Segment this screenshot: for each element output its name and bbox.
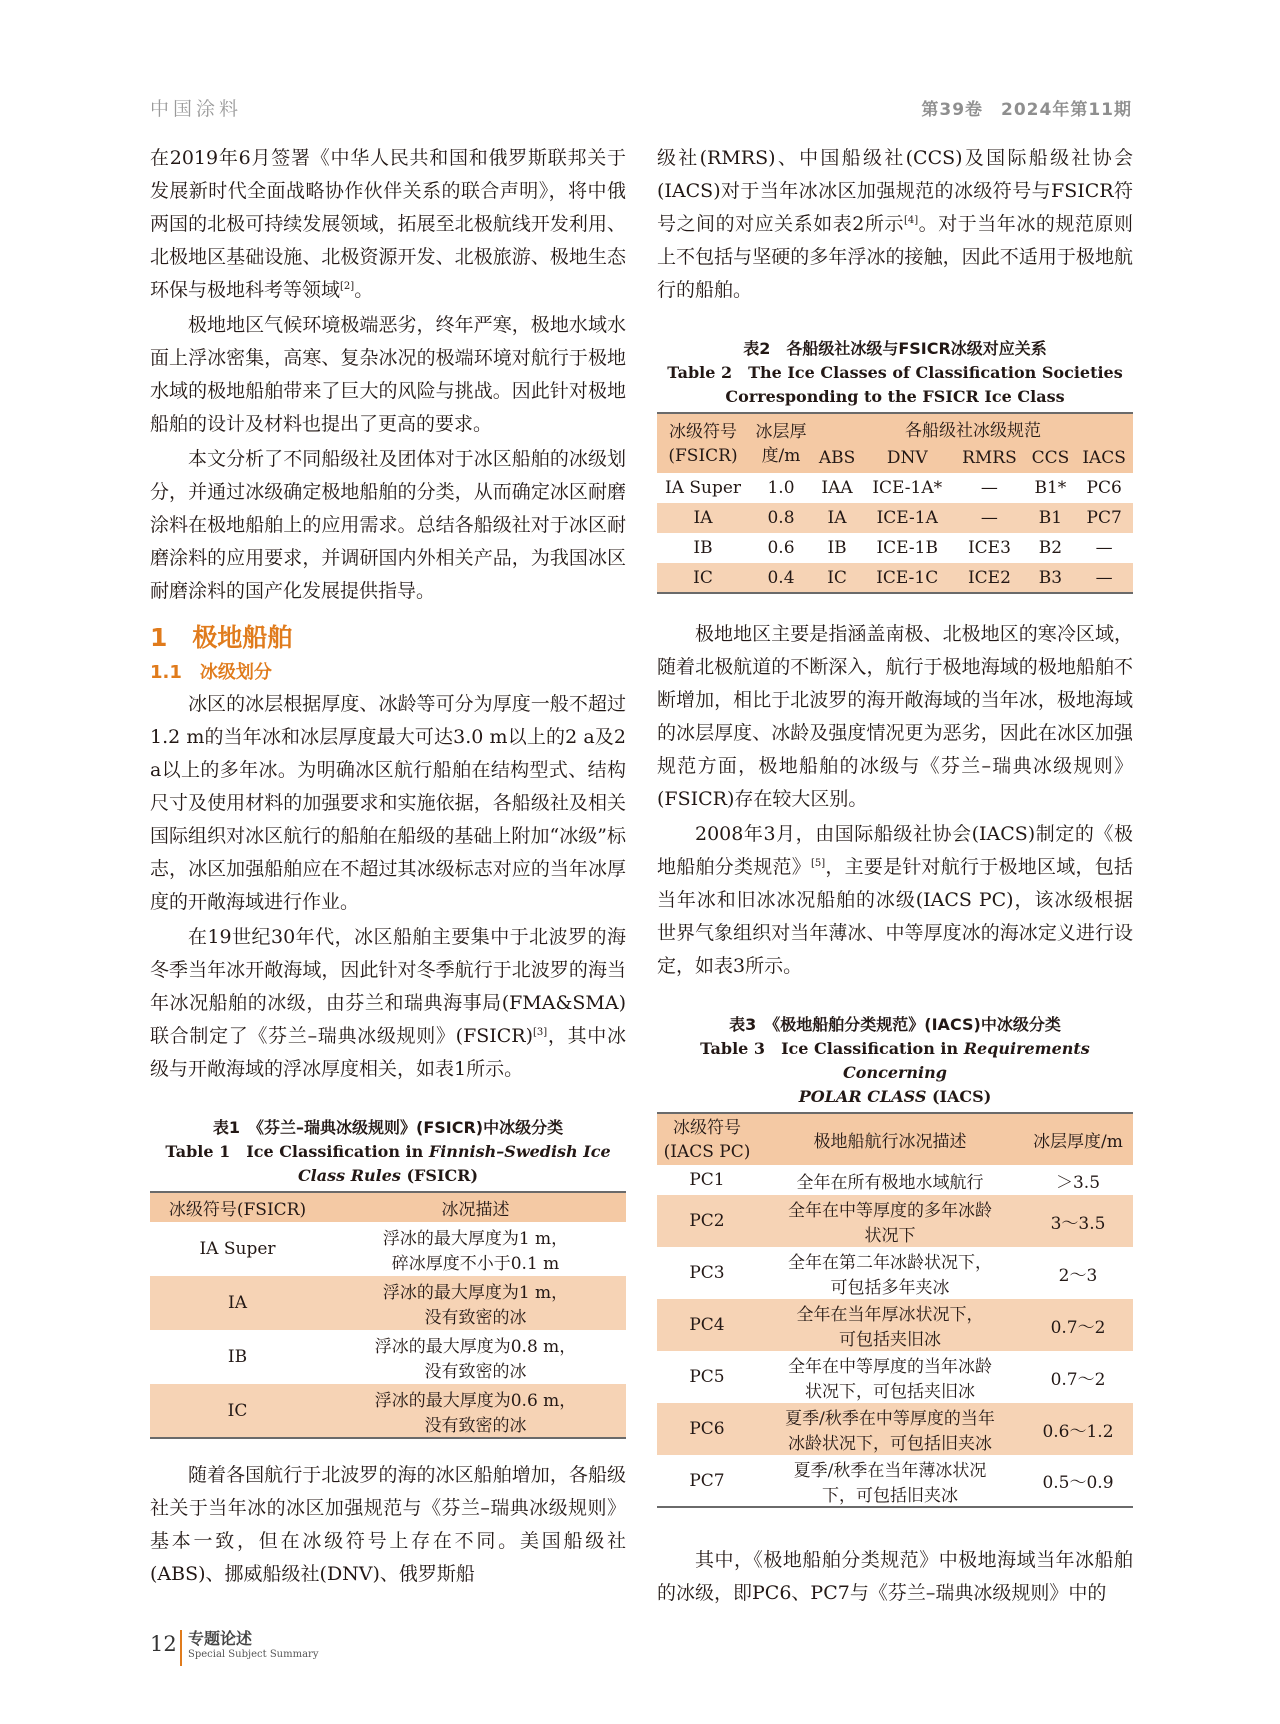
table-cell: 0.6～1.2 [1042,1421,1114,1442]
table-header-cell: CCS [1031,448,1070,468]
issue-info: 第39卷 2024年第11期 [921,100,1132,120]
table-cell: IC [827,567,847,588]
table-cell: ICE2 [967,567,1011,588]
paragraph: 极地地区气候环境极端恶劣，终年严寒，极地水域水面上浮冰密集，高寒、复杂冰况的极端环境对航行于极地水域的极地船舶带来了巨大的风险与挑战。因此针对极地船舶的设计及材料也提出了更高的要求。 [150,314,626,435]
paragraph: 在2019年6月签署《中华人民共和国和俄罗斯联邦关于发展新时代全面战略协作伙伴关系的联合声明》，将中俄两国的北极可持续发展领域，拓展至北极航线开发利用、北极地区基础设施、北极资源开发、北极旅游、极地生态环保与极地科考等领域[2]。 [150,147,626,301]
table-cell: IA [693,508,713,528]
table-cell: 全年在当年厚冰状况下， 可包括夹旧冰 [796,1305,984,1350]
table-row [657,1299,1133,1351]
table-header-cell: 冰级符号(FSICR) [668,421,738,466]
table-cell: PC6 [689,1419,725,1439]
table-header-cell: DNV [886,448,928,468]
table-header-cell: 冰况描述 [441,1200,510,1220]
table-cell: 0.6 [767,538,795,558]
table-cell: 3～3.5 [1050,1213,1106,1234]
footer-section-title: 专题论述 [188,1629,253,1648]
table-caption-zh: 表1 《芬兰–瑞典冰级规则》(FSICR)中冰级分类 [212,1118,564,1137]
table-caption-zh: 表2 各船级社冰级与FSICR冰级对应关系 [743,339,1047,358]
table-cell: — [980,508,998,528]
table-cell: 全年在中等厚度的多年冰龄 状况下 [788,1201,992,1246]
table-caption-en: Table 3 Ice Classification in Requirements Concerning [700,1039,1090,1082]
table-cell: B2 [1038,538,1063,558]
table-cell: 1.0 [767,478,795,498]
table-caption-en: Table 2 The Ice Classes of Classification Societies [667,363,1123,382]
table-cell: PC7 [1086,508,1122,528]
paragraph: 2008年3月，由国际船级社协会(IACS)制定的《极地船舶分类规范》[5]，主要是针对航行于极地区域，包括当年冰和旧冰冰况船舶的冰级(IACS PC)，该冰级根据世界气象组织对当年薄冰、中等厚度冰的海冰定义进行设定，如表3所示。 [657,823,1133,977]
table-cell: PC1 [689,1170,725,1190]
table-3 [657,1013,1133,1508]
table-caption-en: Corresponding to the FSICR Ice Class [725,387,1065,406]
paragraph: 其中，《极地船舶分类规范》中极地海域当年冰船舶的冰级，即PC6、PC7与《芬兰–瑞典冰级规则》中的 [657,1549,1133,1604]
table-row [657,1403,1133,1455]
table-row [657,503,1133,533]
table-row [657,563,1133,593]
page-number: 12 [150,1632,177,1656]
table-cell: PC5 [689,1367,725,1387]
table-cell: 全年在第二年冰龄状况下， 可包括多年夹冰 [788,1253,992,1298]
table-cell: 0.7～2 [1050,1317,1106,1338]
table-caption-zh: 表3 《极地船舶分类规范》(IACS)中冰级分类 [729,1015,1061,1034]
table-cell: PC4 [689,1315,725,1335]
table-cell: 浮冰的最大厚度为0.6 m， 没有致密的冰 [374,1390,577,1436]
table-cell: ICE-1A [876,508,938,528]
table-2 [657,337,1133,594]
table-header-cell: 极地船航行冰况描述 [813,1132,967,1152]
table-cell: B3 [1038,567,1063,588]
table-cell: IB [827,538,847,558]
table-cell: PC6 [1086,478,1122,498]
table-header-cell: 冰层厚度/m [755,421,807,466]
ice-class-table [150,1191,626,1439]
table-row [657,1195,1133,1247]
table-row [657,1351,1133,1403]
table-cell: 夏季/秋季在当年薄冰状况 下，可包括旧夹冰 [793,1460,987,1506]
paragraph: 级社(RMRS)、中国船级社(CCS)及国际船级社协会(IACS)对于当年冰冰区加强规范的冰级符号与FSICR符号之间的对应关系如表2所示[4]。对于当年冰的规范原则上不包括与坚硬的多年浮冰的接触，因此不适用于极地航行的船舶。 [657,147,1133,301]
table-cell: IC [227,1400,248,1421]
table-header-cell: IACS [1082,448,1126,468]
table-row [657,473,1133,503]
paragraph: 极地地区主要是指涵盖南极、北极地区的寒冷区域，随着北极航道的不断深入，航行于极地海域的极地船舶不断增加，相比于北波罗的海开敞海域的当年冰，极地海域的冰层厚度、冰龄及强度情况更为恶劣，因此在冰区加强规范方面，极地船舶的冰级与《芬兰–瑞典冰级规则》(FSICR)存在较大区别。 [657,623,1133,810]
table-row [657,1247,1133,1299]
table-cell: — [1095,538,1113,558]
footer-section-subtitle: Special Subject Summary [188,1649,319,1660]
table-cell: IA [827,508,847,528]
table-cell: PC7 [689,1470,725,1491]
table-cell: PC3 [689,1263,725,1283]
footer-divider [180,1630,182,1666]
table-cell: 2～3 [1058,1265,1098,1286]
section-heading: 1 极地船舶 [150,623,293,652]
table-cell: ICE-1B [876,538,938,558]
table-cell: 0.8 [767,508,795,528]
table-caption-en: Table 1 Ice Classification in Finnish–Swedish Ice Class Rules (FSICR) [165,1142,611,1185]
table-row [657,533,1133,563]
table-header-cell: RMRS [962,448,1017,468]
table-header-cell: 冰级符号(FSICR) [168,1200,307,1220]
table-cell: ICE3 [967,538,1011,558]
polar-class-table [657,1112,1133,1508]
table-cell: 浮冰的最大厚度为1 m， 没有致密的冰 [382,1283,569,1328]
table-cell: 0.4 [767,567,795,588]
table-1 [150,1116,626,1439]
table-cell: PC2 [689,1211,725,1231]
table-row [150,1384,626,1438]
table-cell: IA [228,1293,247,1313]
table-cell: 0.7～2 [1050,1369,1106,1390]
paragraph: 在19世纪30年代，冰区船舶主要集中于北波罗的海冬季当年冰开敞海域，因此针对冬季航行于北波罗的海当年冰况船舶的冰级，由芬兰和瑞典海事局(FMA&SMA)联合制定了《芬兰–瑞典冰级规则》(FSICR)[3]，其中冰级与开敞海域的浮冰厚度相关，如表1所示。 [150,926,626,1080]
table-row [150,1330,626,1384]
table-cell: 浮冰的最大厚度为1 m， 碎冰厚度不小于0.1 m [382,1229,569,1274]
table-cell: ICE-1A* [872,478,943,498]
paragraph: 随着各国航行于北波罗的海的冰区船舶增加，各船级社关于当年冰的冰区加强规范与《芬兰–瑞典冰级规则》基本一致，但在冰级符号上存在不同。美国船级社(ABS)、挪威船级社(DNV)、俄罗斯船 [150,1464,626,1585]
table-cell: IB [227,1347,248,1367]
table-row [657,1455,1133,1507]
table-cell: IB [693,538,713,558]
table-cell: 浮冰的最大厚度为0.8 m， 没有致密的冰 [374,1337,577,1382]
table-cell: 全年在中等厚度的当年冰龄 状况下，可包括夹旧冰 [788,1357,992,1402]
table-cell: — [980,478,998,498]
table-cell: 全年在所有极地水域航行 [796,1172,984,1193]
table-header-cell: 各船级社冰级规范 [905,421,1041,441]
table-cell: IA Super [199,1239,276,1259]
table-cell: ＞3.5 [1055,1172,1101,1193]
paragraph: 本文分析了不同船级社及团体对于冰区船舶的冰级划分，并通过冰级确定极地船舶的分类，从而确定冰区耐磨涂料在极地船舶上的应用需求。总结各船级社对于冰区耐磨涂料的应用要求，并调研国内外相关产品，为我国冰区耐磨涂料的国产化发展提供指导。 [150,448,626,602]
table-cell: B1* [1034,478,1067,498]
table-header-cell: 冰级符号(IACS PC) [663,1117,751,1162]
journal-name: 中国涂料 [150,98,243,120]
subsection-heading: 1.1 冰级划分 [150,662,272,683]
table-cell: ICE-1C [876,567,939,588]
table-row [150,1276,626,1330]
table-cell: IAA [821,478,853,498]
right-column [657,142,1133,1610]
table-cell: 0.5～0.9 [1042,1473,1114,1493]
paragraph: 冰区的冰层根据厚度、冰龄等可分为厚度一般不超过1.2 m的当年冰和冰层厚度最大可达3.0 m以上的2 a及2 a以上的多年冰。为明确冰区航行船舶在结构型式、结构尺寸及使用材料的加强要求和实施依据，各船级社及相关国际组织对冰区航行的船舶在船级的基础上附加“冰级”标志，冰区加强船舶应在不超过其冰级标志对应的当年冰厚度的开敞海域进行作业。 [150,693,626,913]
table-cell: IA Super [664,478,742,498]
table-caption-en: POLAR CLASS (IACS) [798,1087,992,1106]
table-row [150,1222,626,1276]
table-cell: B1 [1038,508,1063,528]
table-cell: IC [693,567,713,588]
left-column [150,142,626,1591]
table-header-cell: ABS [818,448,856,468]
table-cell: — [1095,567,1113,588]
table-row [657,1165,1133,1195]
table-header-cell: 冰层厚度/m [1033,1132,1123,1152]
ice-class-correspondence-table [657,412,1133,594]
table-cell: 夏季/秋季在中等厚度的当年 冰龄状况下，可包括旧夹冰 [785,1409,995,1454]
